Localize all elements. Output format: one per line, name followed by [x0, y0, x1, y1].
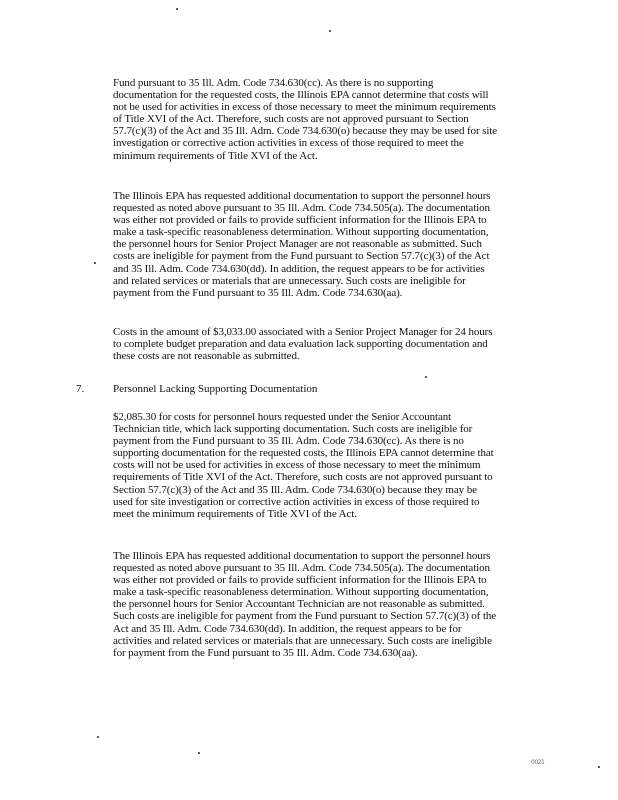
scan-speck: [198, 752, 200, 754]
scan-speck: [97, 736, 99, 738]
scan-speck: [94, 262, 96, 264]
scan-speck: [425, 376, 427, 378]
paragraph-fund-pursuant: Fund pursuant to 35 Ill. Adm. Code 734.630(cc). As there is no supporting documentation for the requested costs, the Illinois EPA cannot determine that costs will not be used for activities in excess of those necessary to meet the minimum requirements of Title XVI of the Act. Therefore, such costs are not approved pursuant to Section 57.7(c)(3) of the Act and 35 Ill. Adm. Code 734.630(o) because they may be used for site investigation or corrective action activities in excess of those required to meet the minimum requirements of Title XVI of the Act.: [113, 77, 498, 162]
page-stamp: 0021: [531, 759, 545, 766]
paragraph-senior-accountant-documentation: The Illinois EPA has requested additional documentation to support the personnel hours requested as noted above pursuant to 35 Ill. Adm. Code 734.505(a). The documentation was either not provided or fails to provide sufficient information for the Illinois EPA to make a task-specific reasonableness determination. Without supporting documentation, the personnel hours for Senior Accountant Technician are not reasonable as submitted. Such costs are ineligible for payment from the Fund pursuant to Section 57.7(c)(3) of the Act and 35 Ill. Adm. Code 734.630(dd). In addition, the request appears to be for activities and related services or materials that are unnecessary. Such costs are ineligible for payment from the Fund pursuant to 35 Ill. Adm. Code 734.630(aa).: [113, 550, 497, 659]
paragraph-senior-project-manager-documentation: The Illinois EPA has requested additional documentation to support the personnel hours requested as noted above pursuant to 35 Ill. Adm. Code 734.505(a). The documentation was either not provided or fails to provide sufficient information for the Illinois EPA to make a task-specific reasonableness determination. Without supporting documentation, the personnel hours for Senior Project Manager are not reasonable as submitted. Such costs are ineligible for payment from the Fund pursuant to Section 57.7(c)(3) of the Act and 35 Ill. Adm. Code 734.630(dd). In addition, the request appears to be for activities and related services or materials that are unnecessary. Such costs are ineligible for payment from the Fund pursuant to 35 Ill. Adm. Code 734.630(aa).: [113, 190, 491, 299]
item-number: 7.: [76, 383, 85, 395]
scan-speck: [598, 766, 600, 768]
scan-speck: [176, 8, 178, 10]
item-title: Personnel Lacking Supporting Documentation: [113, 383, 318, 395]
scan-speck: [329, 30, 331, 32]
paragraph-senior-accountant-costs: $2,085.30 for costs for personnel hours requested under the Senior Accountant Technician title, which lack supporting documentation. Such costs are ineligible for payment from the Fund pursuant to 35 Ill. Adm. Code 734.630(cc). As there is no supporting documentation for the requested costs, the Illinois EPA cannot determine that costs will not be used for activities in excess of those necessary to meet the minimum requirements of Title XVI of the Act. Therefore, such costs are not approved pursuant to Section 57.7(c)(3) of the Act and 35 Ill. Adm. Code 734.630(o) because they may be used for site investigation or corrective action activities in excess of those required to meet the minimum requirements of Title XVI of the Act.: [113, 411, 494, 520]
paragraph-senior-project-manager-costs: Costs in the amount of $3,033.00 associated with a Senior Project Manager for 24 hours to complete budget preparation and data evaluation lack supporting documentation and these costs are not reasonable as submitted.: [113, 326, 493, 363]
